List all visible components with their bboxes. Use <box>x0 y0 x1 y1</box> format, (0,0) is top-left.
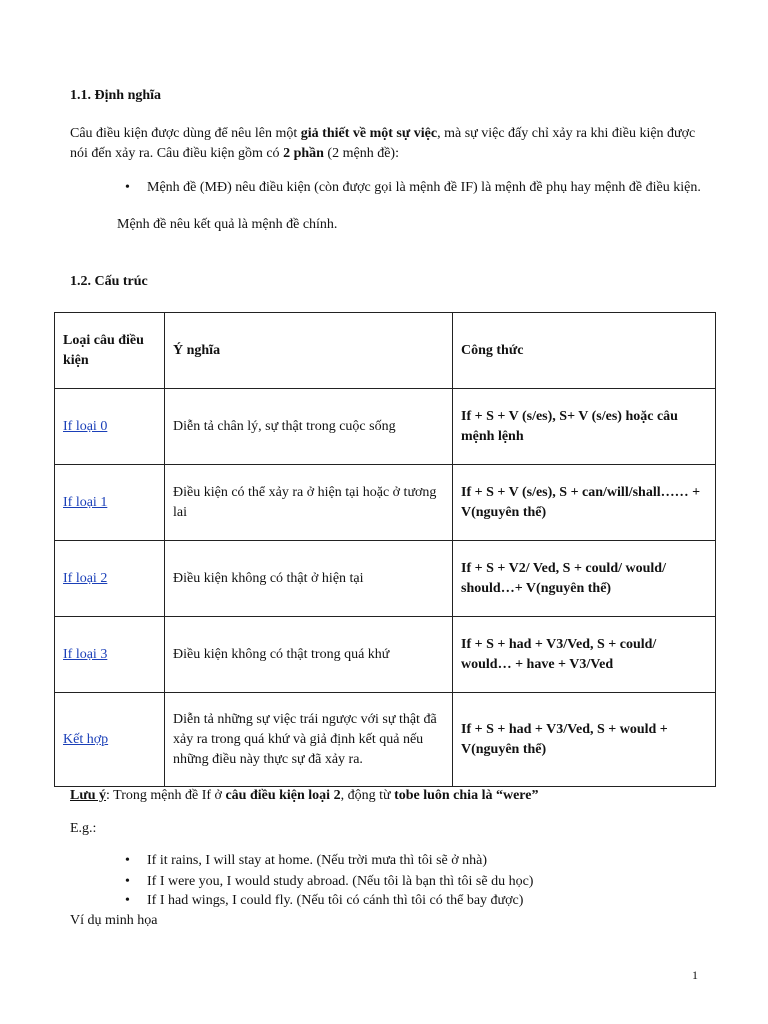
formula-cell: If + S + V2/ Ved, S + could/ would/ should…+ V(nguyên thể) <box>453 541 716 617</box>
paragraph-text: Câu điều kiện được dùng để nêu lên một <box>70 126 301 141</box>
example-text: If I had wings, I could fly. (Nếu tôi có cánh thì tôi có thể bay được) <box>147 893 524 908</box>
page-number: 1 <box>692 968 698 982</box>
type-cell <box>55 389 165 465</box>
bullet-icon: • <box>125 180 130 195</box>
type-link[interactable]: Kết hợp <box>63 731 109 747</box>
meaning-cell: Diễn tả chân lý, sự thật trong cuộc sống <box>165 389 453 465</box>
meaning-cell: Điều kiện không có thật ở hiện tại <box>165 541 453 617</box>
example-item <box>125 893 524 909</box>
main-clause-line: Mệnh đề nêu kết quả là mệnh đề chính. <box>117 217 338 232</box>
paragraph-text: (2 mệnh đề): <box>323 146 399 161</box>
type-cell <box>55 541 165 617</box>
type-link[interactable]: If loại 2 <box>63 570 108 586</box>
paragraph-bold-text: giả thiết về một sự việc <box>300 126 438 141</box>
bullet-text: Mệnh đề (MĐ) nêu điều kiện (còn được gọi là mệnh đề IF) là mệnh đề phụ hay mệnh đề điều kiện. <box>147 180 701 195</box>
type-cell <box>55 693 165 787</box>
meaning-cell: Điều kiện không có thật trong quá khứ <box>165 617 453 693</box>
type-cell <box>55 617 165 693</box>
table-row <box>55 693 716 787</box>
examples-label: E.g.: <box>70 821 97 836</box>
illustration-caption: Ví dụ minh họa <box>70 913 158 928</box>
table-row <box>55 465 716 541</box>
type-link[interactable]: If loại 0 <box>63 418 108 434</box>
table-header-row <box>55 313 716 389</box>
paragraph-bold-text: 2 phần <box>283 146 324 161</box>
bullet-item <box>125 178 707 197</box>
formula-cell: If + S + V (s/es), S+ V (s/es) hoặc câu mệnh lệnh <box>453 389 716 465</box>
bullet-icon: • <box>125 893 130 908</box>
header-cell-formula: Công thức <box>453 313 716 389</box>
table-row <box>55 389 716 465</box>
header-cell-meaning: Ý nghĩa <box>165 313 453 389</box>
meaning-cell: Điều kiện có thể xảy ra ở hiện tại hoặc ở tương lai <box>165 465 453 541</box>
note-bold-text: tobe luôn chia là “were” <box>394 788 539 803</box>
formula-cell: If + S + V (s/es), S + can/will/shall…… + V(nguyên thể) <box>453 465 716 541</box>
table-row <box>55 617 716 693</box>
example-item <box>125 874 534 890</box>
formula-cell: If + S + had + V3/Ved, S + would + V(nguyên thể) <box>453 693 716 787</box>
paragraph-text: , mà sự việc đấy chỉ xảy ra khi điều kiện được nói đến xảy ra. Câu điều kiện gồm có <box>70 126 696 161</box>
note-bold-text: câu điều kiện loại 2 <box>225 788 341 803</box>
bullet-icon: • <box>125 853 130 868</box>
header-cell-type: Loại câu điều kiện <box>55 313 165 389</box>
conditional-table <box>54 312 716 787</box>
section-heading-definition: 1.1. Định nghĩa <box>70 88 162 103</box>
example-item <box>125 853 488 869</box>
formula-cell: If + S + had + V3/Ved, S + could/ would… + have + V3/Ved <box>453 617 716 693</box>
note-text: , động từ <box>340 788 395 803</box>
example-text: If it rains, I will stay at home. (Nếu trời mưa thì tôi sẽ ở nhà) <box>147 853 488 868</box>
definition-paragraph <box>70 124 710 164</box>
note-text: : Trong mệnh đề If ở <box>106 788 226 803</box>
note-label: Lưu ý <box>70 788 107 803</box>
type-link[interactable]: If loại 3 <box>63 646 108 662</box>
type-link[interactable]: If loại 1 <box>63 494 108 510</box>
note-paragraph <box>70 786 710 806</box>
meaning-cell: Diễn tả những sự việc trái ngược với sự thật đã xảy ra trong quá khứ và giả định kết quả nếu những điều này thực sự đã xảy ra. <box>165 693 453 787</box>
table-row <box>55 541 716 617</box>
bullet-icon: • <box>125 874 130 889</box>
type-cell <box>55 465 165 541</box>
example-text: If I were you, I would study abroad. (Nếu tôi là bạn thì tôi sẽ du học) <box>147 874 534 889</box>
section-heading-structure: 1.2. Cấu trúc <box>70 274 148 289</box>
